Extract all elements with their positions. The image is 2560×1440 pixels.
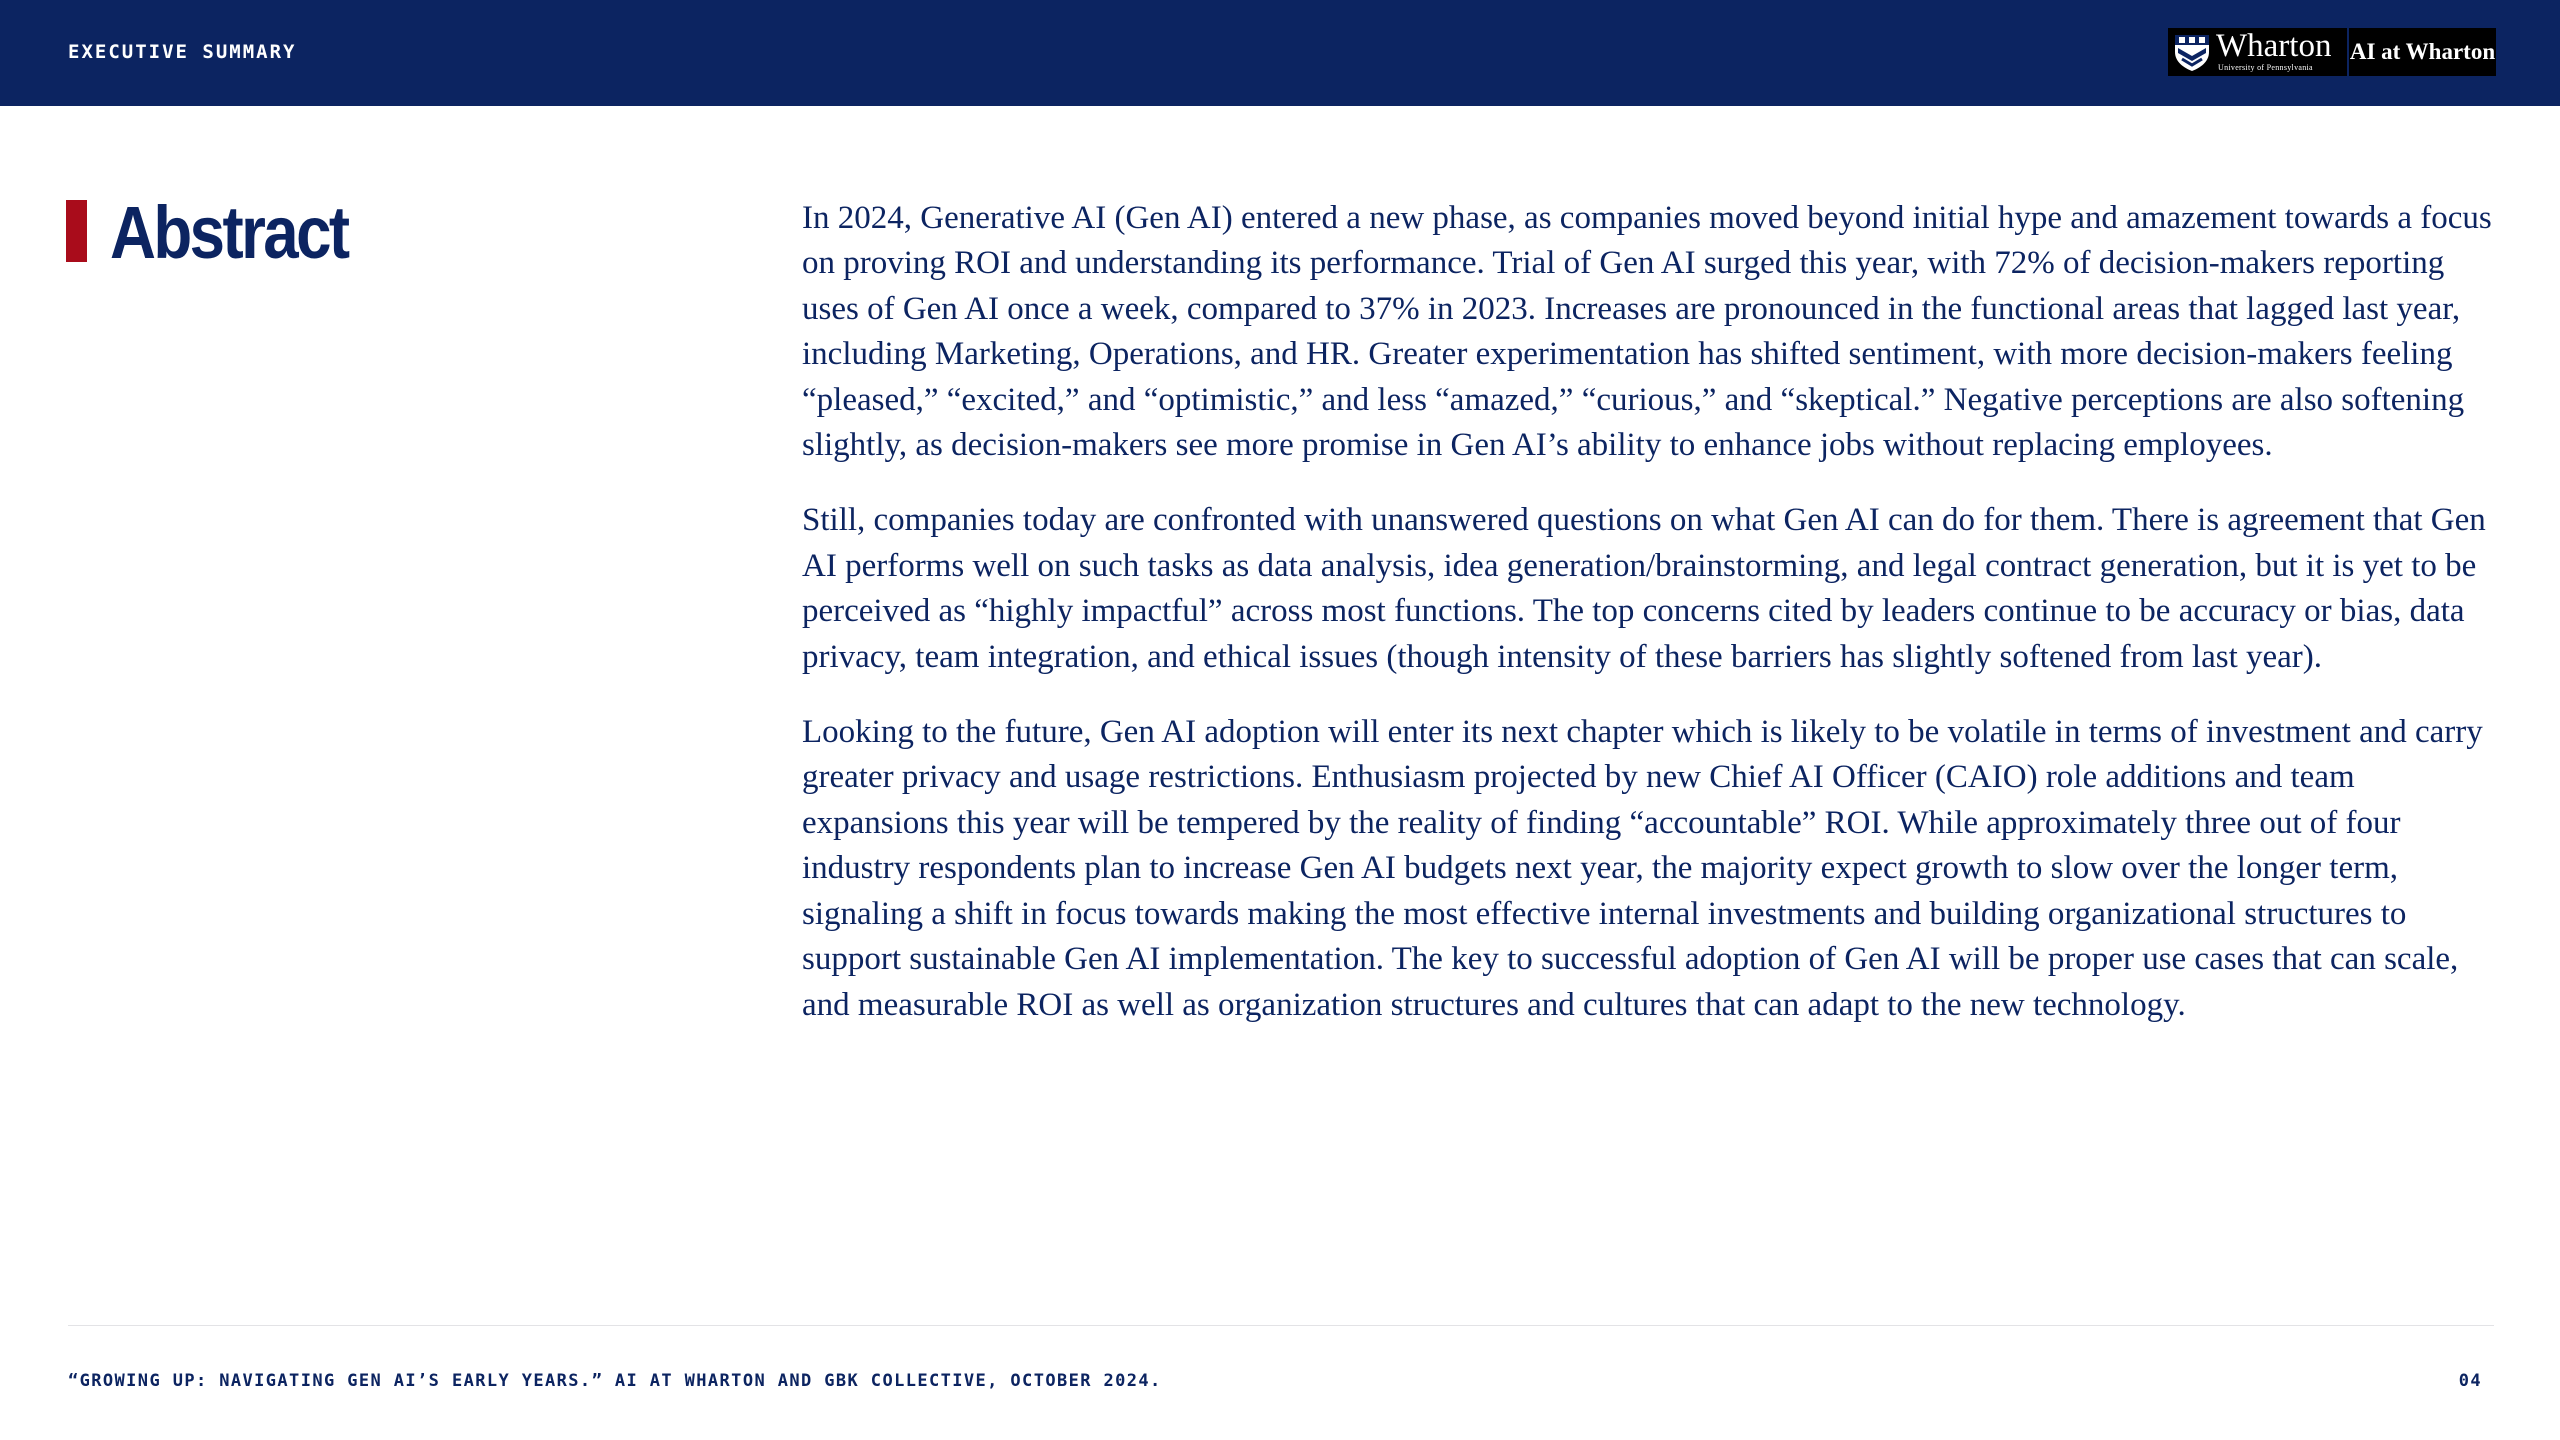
logo-subline: University of Pennsylvania: [2218, 63, 2313, 72]
abstract-body: [802, 196, 2502, 1058]
abstract-paragraph: Still, companies today are confronted with unanswered questions on what Gen AI can do for them. There is agreement that Gen AI performs well on such tasks as data analysis, idea generation/brainstorming, and legal contract generation, but it is yet to be perceived as “highly impactful” across most functions. The top concerns cited by leaders continue to be accuracy or bias, data privacy, team integration, and ethical issues (though intensity of these barriers has slightly softened from last year).: [802, 502, 2486, 675]
logo-wordmark: Wharton: [2216, 28, 2332, 64]
logo-program-name: AI at Wharton: [2349, 39, 2496, 64]
header-bar: [0, 0, 2560, 106]
heading-accent-bar: [66, 200, 87, 262]
footer-citation: “GROWING UP: NAVIGATING GEN AI’S EARLY YEARS.” AI AT WHARTON AND GBK COLLECTIVE, OCTOBER 2024.: [68, 1371, 1162, 1391]
page-number: 04: [2458, 1371, 2482, 1391]
abstract-paragraph: Looking to the future, Gen AI adoption will enter its next chapter which is likely to be volatile in terms of investment and carry greater privacy and usage restrictions. Enthusiasm projected by new Chief AI Officer (CAIO) role additions and team expansions this year will be tempered by the reality of finding “accountable” ROI. While approximately three out of four industry respondents plan to increase Gen AI budgets next year, the majority expect growth to slow over the longer term, signaling a shift in focus towards making the most effective internal investments and building organizational structures to support sustainable Gen AI implementation. The key to successful adoption of Gen AI will be proper use cases that can scale, and measurable ROI as well as organization structures and cultures that can adapt to the new technology.: [802, 714, 2483, 1023]
page-title: Abstract: [110, 191, 348, 274]
footer-divider: [68, 1325, 2494, 1326]
wharton-logo: [2168, 28, 2496, 76]
abstract-paragraph: In 2024, Generative AI (Gen AI) entered a new phase, as companies moved beyond initial hype and amazement towards a focus on proving ROI and understanding its performance. Trial of Gen AI surged this year, with 72% of decision-makers reporting uses of Gen AI once a week, compared to 37% in 2023. Increases are pronounced in the functional areas that lagged last year, including Marketing, Operations, and HR. Greater experimentation has shifted sentiment, with more decision-makers feeling “pleased,” “excited,” and “optimistic,” and less “amazed,” “curious,” and “skeptical.” Negative perceptions are also softening slightly, as decision-makers see more promise in Gen AI’s ability to enhance jobs without replacing employees.: [802, 200, 2492, 464]
section-label: EXECUTIVE SUMMARY: [68, 41, 297, 63]
penn-shield-icon: [2172, 32, 2212, 72]
